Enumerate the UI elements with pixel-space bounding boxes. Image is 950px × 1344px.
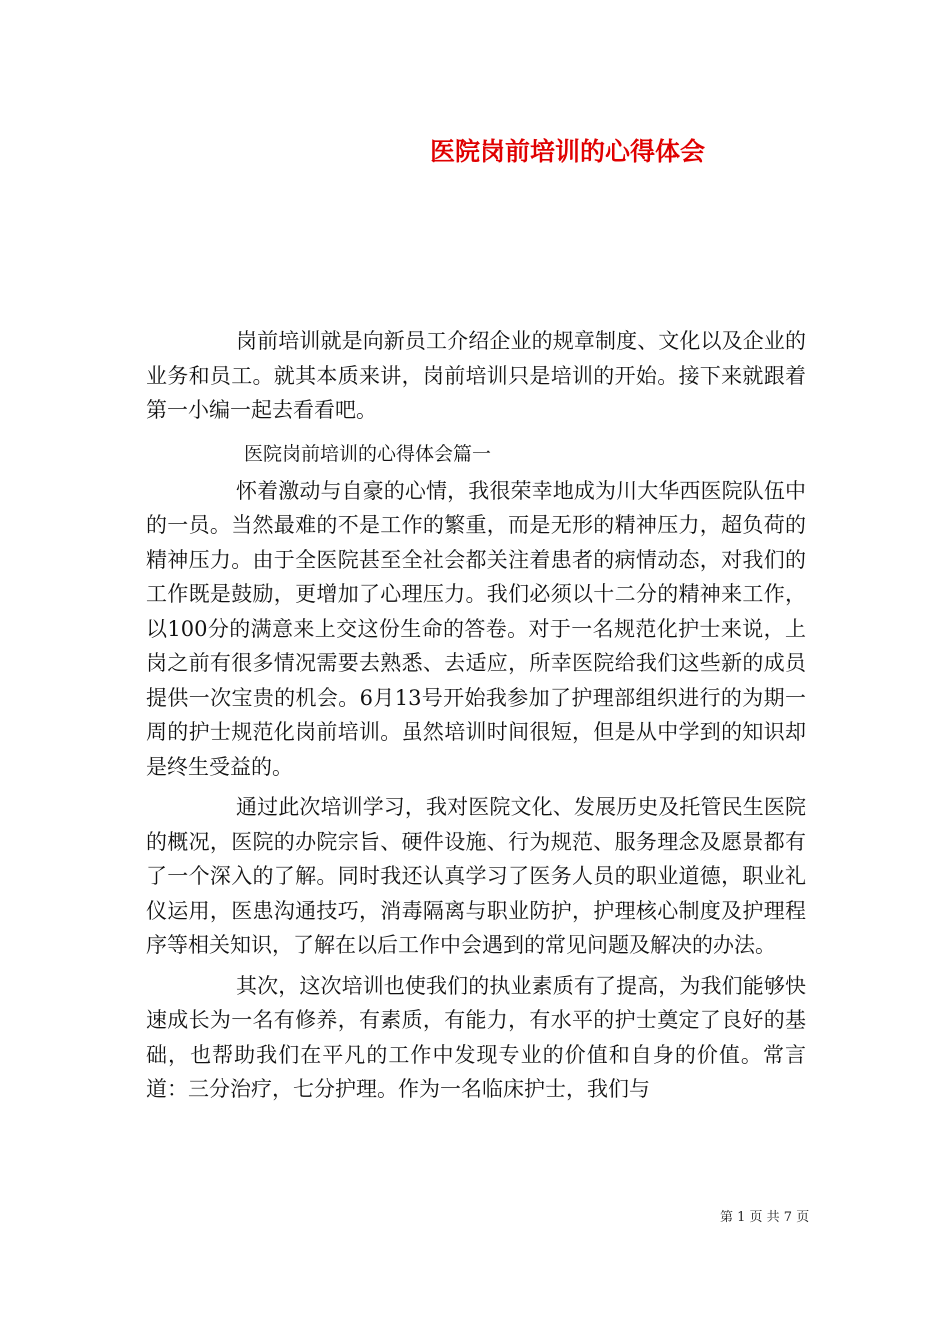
paragraph-1: 怀着激动与自豪的心情，我很荣幸地成为川大华西医院队伍中的一员。当然最难的不是工作的繁重，而是无形的精神压力，超负荷的精神压力。由于全医院甚至全社会都关注着患者的病情动态，对我们的工作既是鼓励，更增加了心理压力。我们必须以十二分的精神来工作，以100分的满意来上交这份生命的答卷。对于一名规范化护士来说，上岗之前有很多情况需要去熟悉、去适应，所幸医院给我们这些新的成员提供一次宝贵的机会。6月13号开始我参加了护理部组织进行的为期一周的护士规范化岗前培训。虽然培训时间很短，但是从中学到的知识却是终生受益的。 — [146, 478, 806, 779]
document-body — [146, 324, 806, 1113]
document-title: 医院岗前培训的心得体会 — [430, 137, 706, 166]
page-number-footer: 第 1 页 共 7 页 — [720, 1210, 810, 1225]
paragraph-3: 其次，这次培训也使我们的执业素质有了提高，为我们能够快速成长为一名有修养，有素质，有能力，有水平的护士奠定了良好的基础，也帮助我们在平凡的工作中发现专业的价值和自身的价值。常言道：三分治疗，七分护理。作为一名临床护士，我们与 — [146, 973, 806, 1101]
paragraph-intro: 岗前培训就是向新员工介绍企业的规章制度、文化以及企业的业务和员工。就其本质来讲，岗前培训只是培训的开始。接下来就跟着第一小编一起去看看吧。 — [146, 329, 806, 422]
paragraph-2: 通过此次培训学习，我对医院文化、发展历史及托管民生医院的概况，医院的办院宗旨、硬件设施、行为规范、服务理念及愿景都有了一个深入的了解。同时我还认真学习了医务人员的职业道德，职业礼仪运用，医患沟通技巧，消毒隔离与职业防护，护理核心制度及护理程序等相关知识，了解在以后工作中会遇到的常见问题及解决的办法。 — [146, 795, 806, 957]
section-heading: 医院岗前培训的心得体会篇一 — [244, 442, 492, 465]
